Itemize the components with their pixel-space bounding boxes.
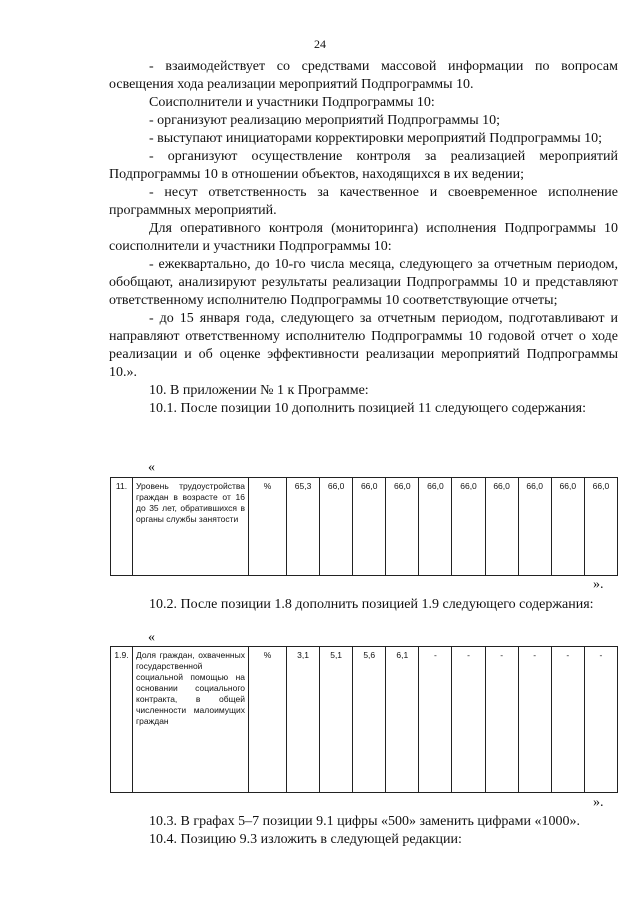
page-number: 24 bbox=[314, 37, 326, 51]
paragraph: Для оперативного контроля (мониторинга) исполнения Подпрограммы 10 соисполнители и участники Подпрограммы 10: bbox=[109, 221, 618, 254]
value-cell: - bbox=[452, 647, 485, 793]
quote-close-1: ». bbox=[593, 577, 604, 592]
value-cell: 65,3 bbox=[287, 478, 320, 576]
value-cell: - bbox=[518, 647, 551, 793]
paragraph: 10.3. В графах 5–7 позиции 9.1 цифры «500» заменить цифрами «1000». bbox=[149, 814, 580, 829]
paragraph: - организуют реализацию мероприятий Подпрограммы 10; bbox=[149, 113, 501, 128]
value-cell: 66,0 bbox=[419, 478, 452, 576]
row-number: 1.9. bbox=[111, 647, 133, 793]
paragraph: - ежеквартально, до 10-го числа месяца, следующего за отчетным периодом, обобщают, анализируют результаты реализации Подпрограммы 10 и представляют ответственному исполнителю Подпрограммы 10 соответствующие отчеты; bbox=[109, 257, 618, 308]
table-row bbox=[111, 478, 618, 576]
value-cell: - bbox=[584, 647, 617, 793]
paragraph: 10. В приложении № 1 к Программе: bbox=[149, 383, 369, 398]
unit: % bbox=[249, 647, 287, 793]
paragraph: 10.4. Позицию 9.3 изложить в следующей редакции: bbox=[149, 832, 462, 847]
paragraph: - до 15 января года, следующего за отчетным периодом, подготавливают и направляют ответственному исполнителю Подпрограммы 10 годовой отчет о ходе реализации и об оценке эффективности реализации мероприятий Подпрограммы 10.». bbox=[109, 311, 618, 380]
value-cell: 66,0 bbox=[518, 478, 551, 576]
value-cell: - bbox=[551, 647, 584, 793]
value-cell: - bbox=[419, 647, 452, 793]
value-cell: 5,6 bbox=[353, 647, 386, 793]
value-cell: 66,0 bbox=[485, 478, 518, 576]
paragraph: - взаимодействует со средствами массовой информации по вопросам освещения хода реализации мероприятий Подпрограммы 10. bbox=[109, 59, 618, 92]
paragraph: - выступают инициаторами корректировки мероприятий Подпрограммы 10; bbox=[149, 131, 603, 146]
quote-open-2: « bbox=[148, 630, 155, 645]
body-text-mid bbox=[109, 596, 618, 614]
value-cell: 6,1 bbox=[386, 647, 419, 793]
paragraph: 10.1. После позиции 10 дополнить позицией 11 следующего содержания: bbox=[149, 401, 587, 416]
row-number: 11. bbox=[111, 478, 133, 576]
quote-open-1: « bbox=[148, 460, 155, 475]
indicator-name: Доля граждан, охваченных государственной социальной помощью на основании социального контракта, в общей численности малоимущих граждан bbox=[133, 647, 249, 793]
unit: % bbox=[249, 478, 287, 576]
indicator-name: Уровень трудоустройства граждан в возрасте от 16 до 35 лет, обратившихся в органы службы занятости bbox=[133, 478, 249, 576]
value-cell: 5,1 bbox=[320, 647, 353, 793]
table-row bbox=[111, 647, 618, 793]
table-position-1-9 bbox=[110, 646, 618, 793]
paragraph: 10.2. После позиции 1.8 дополнить позицией 1.9 следующего содержания: bbox=[149, 597, 594, 612]
value-cell: 66,0 bbox=[551, 478, 584, 576]
value-cell: 3,1 bbox=[287, 647, 320, 793]
value-cell: - bbox=[485, 647, 518, 793]
paragraph: Соисполнители и участники Подпрограммы 10: bbox=[149, 95, 435, 110]
value-cell: 66,0 bbox=[452, 478, 485, 576]
value-cell: 66,0 bbox=[320, 478, 353, 576]
paragraph: - несут ответственность за качественное и своевременное исполнение программных мероприятий. bbox=[109, 185, 618, 218]
table-position-11 bbox=[110, 477, 618, 576]
body-text-bottom bbox=[109, 813, 618, 849]
body-text-top bbox=[109, 58, 618, 418]
value-cell: 66,0 bbox=[584, 478, 617, 576]
paragraph: - организуют осуществление контроля за реализацией мероприятий Подпрограммы 10 в отношении объектов, находящихся в их ведении; bbox=[109, 149, 618, 182]
quote-close-2: ». bbox=[593, 795, 604, 810]
value-cell: 66,0 bbox=[386, 478, 419, 576]
value-cell: 66,0 bbox=[353, 478, 386, 576]
